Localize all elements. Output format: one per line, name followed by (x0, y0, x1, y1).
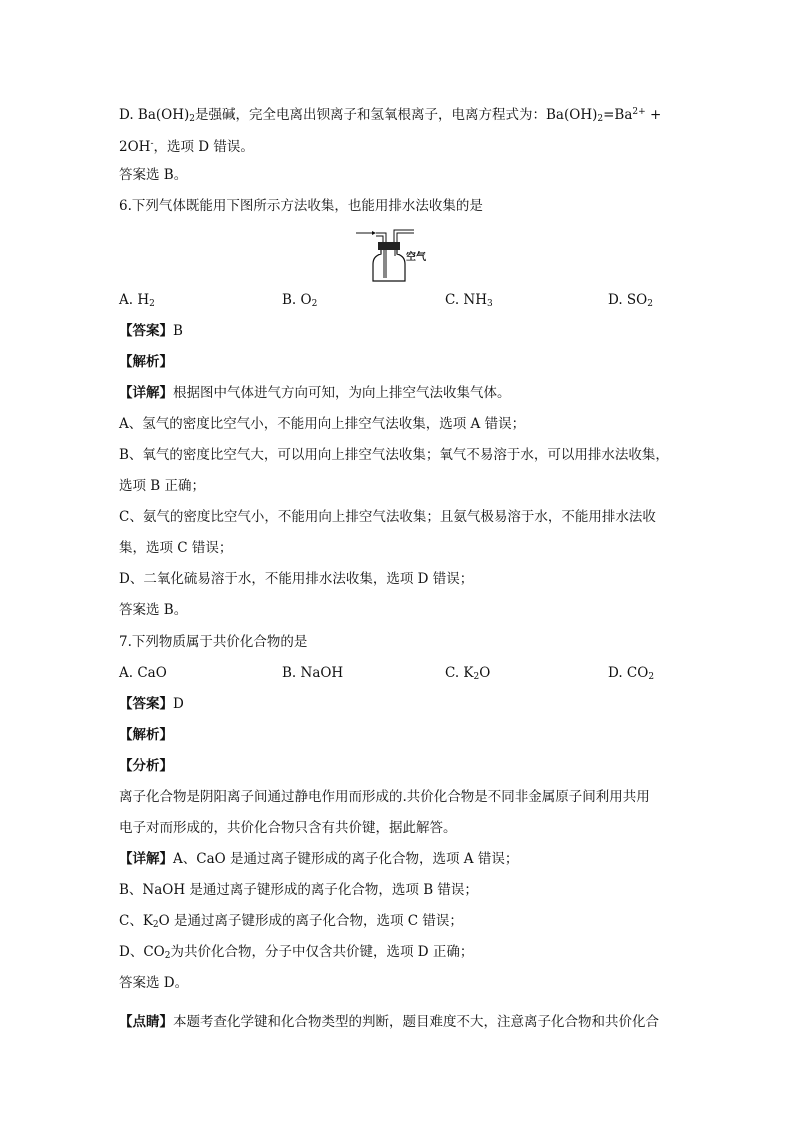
q7-detail-a: 【详解】A、CaO 是通过离子键形成的离子化合物，选项 A 错误； (119, 851, 519, 867)
q7-line-b: B、NaOH 是通过离子键形成的离子化合物，选项 B 错误； (119, 882, 478, 898)
q6-option-c[interactable]: C. $NH_3$ (445, 292, 493, 309)
q6-option-d[interactable]: D. $SO_2$ (608, 292, 653, 309)
q7-dianjing: 【点睛】本题考查化学键和化合物类型的判断，题目难度不大，注意离子化合物和共价化合 (119, 1014, 659, 1030)
q5-answer: 答案选 B。 (119, 167, 188, 183)
q6-option-b[interactable]: B. $O_2$ (282, 292, 318, 309)
q6-jiexi-heading: 【解析】 (119, 354, 173, 370)
q7-option-b[interactable]: B. NaOH (282, 665, 344, 681)
q6-stem: 6.下列气体既能用下图所示方法收集，也能用排水法收集的是 (119, 198, 483, 214)
q6-answer: 【答案】B (119, 323, 183, 339)
q6-option-a[interactable]: A. $H_2$ (119, 292, 155, 309)
q5-d-line2: 2OH-，选项 D 错误。 (119, 139, 254, 155)
q6-detail: 【详解】根据图中气体进气方向可知，为向上排空气法收集气体。 (119, 385, 511, 401)
q6-final-answer: 答案选 B。 (119, 602, 188, 618)
q7-jiexi-heading: 【解析】 (119, 727, 173, 743)
q6-line-c2: 集，选项 C 错误； (119, 540, 233, 556)
q7-line-c: C、$K_2O$ 是通过离子键形成的离子化合物，选项 C 错误； (119, 913, 463, 930)
q7-analysis-line2: 电子对而形成的，共价化合物只含有共价键，据此解答。 (119, 820, 457, 836)
q7-option-c[interactable]: C. $K_2O$ (445, 665, 491, 682)
q7-line-d: D、$CO_2$为共价化合物，分子中仅含共价键，选项 D 正确； (119, 944, 474, 961)
q6-line-b2: 选项 B 正确； (119, 478, 206, 494)
q6-line-c1: C、氨气的密度比空气小，不能用向上排空气法收集；且氨气极易溶于水，不能用排水法收 (119, 509, 656, 525)
q7-fenxi-heading: 【分析】 (119, 758, 173, 774)
q7-option-a[interactable]: A. CaO (119, 665, 167, 681)
q7-answer: 【答案】D (119, 696, 184, 712)
gas-collection-bottle-figure (354, 224, 444, 284)
q7-option-d[interactable]: D. $CO_2$ (608, 665, 655, 682)
q5-d-line1: D. $Ba(OH)_2$是强碱，完全电离出钡离子和氢氧根离子，电离方程式为：$Ba(OH)_2=Ba^{2+}$ + (119, 107, 662, 124)
figure-label-air: 空气 (406, 252, 426, 263)
q7-analysis-line1: 离子化合物是阴阳离子间通过静电作用而形成的.共价化合物是不同非金属原子间利用共用 (119, 789, 650, 805)
q7-stem: 7.下列物质属于共价化合物的是 (119, 634, 308, 650)
q6-line-d: D、二氧化硫易溶于水，不能用排水法收集，选项 D 错误； (119, 571, 474, 587)
q6-line-b1: B、氧气的密度比空气大，可以用向上排空气法收集；氧气不易溶于水，可以用排水法收集， (119, 447, 669, 463)
q7-final-answer: 答案选 D。 (119, 975, 189, 991)
q6-line-a: A、氢气的密度比空气小，不能用向上排空气法收集，选项 A 错误； (119, 416, 526, 432)
